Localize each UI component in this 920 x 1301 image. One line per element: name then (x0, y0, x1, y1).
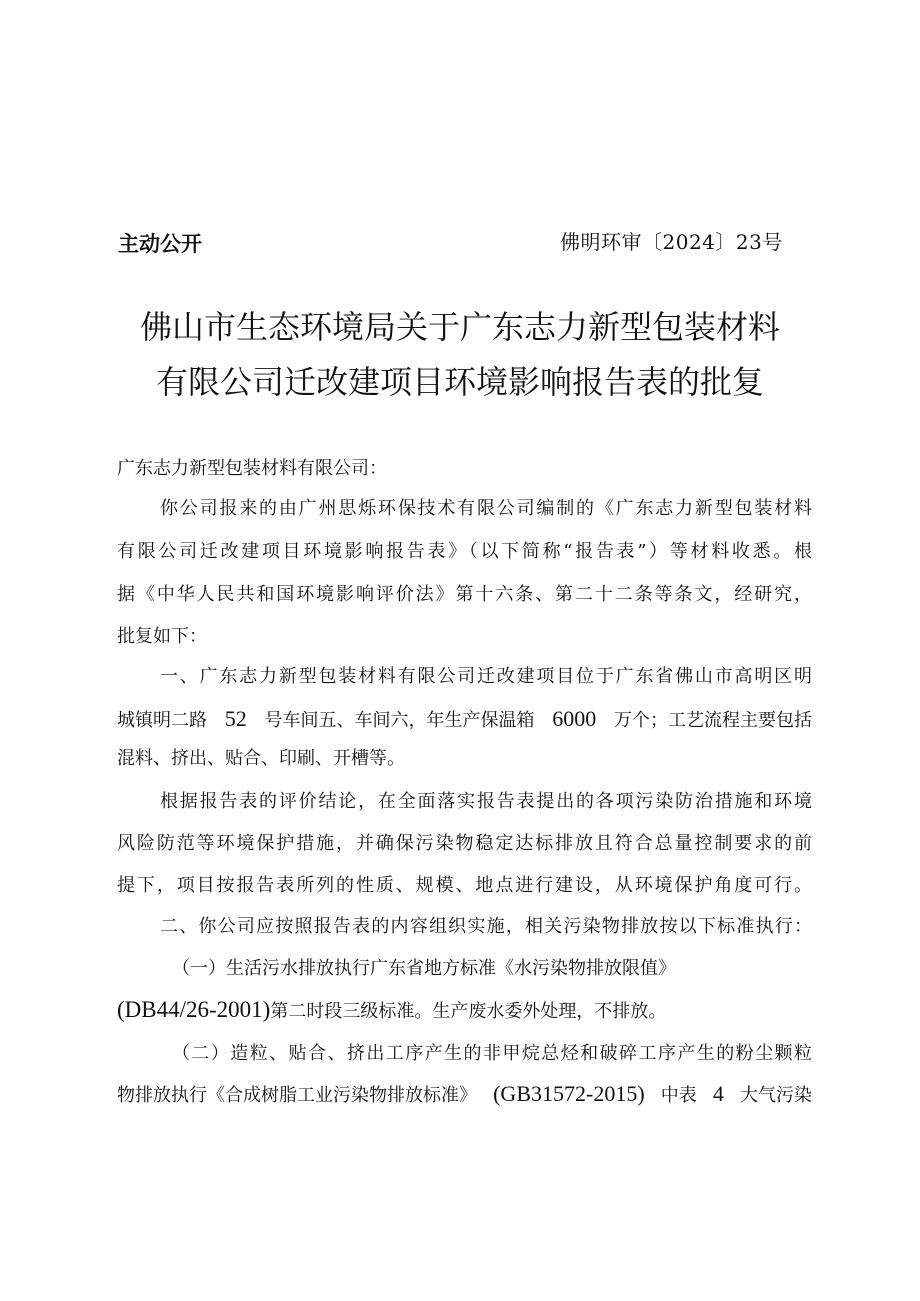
p6-table-number: 4 (712, 1081, 724, 1106)
document-title-line-1: 佛山市生态环境局关于广东志力新型包装材料 (139, 308, 780, 346)
p2-number-output: 6000 (552, 706, 597, 731)
p6-text-e: 大气污染 (739, 1085, 812, 1106)
p6-text-c: 中表 (660, 1085, 697, 1106)
p6-text-a: 物排放执行《合成树脂工业污染物排放标准》 (117, 1085, 477, 1106)
paragraph-1-line-2: 有限公司迁改建项目环境影响报告表》（以下简称“报告表”）等材料收悉。根 (117, 541, 812, 562)
p2-text-c: 号车间五、车间六，年生产保温箱 (264, 710, 535, 731)
p6-standard-code: (GB31572-2015) (493, 1081, 645, 1106)
p5-standard-code: (DB44/26-2001) (117, 997, 271, 1022)
paragraph-6-line-1: （二）造粒、贴合、挤出工序产生的非甲烷总烃和破碎工序产生的粉尘颗粒 (172, 1043, 812, 1064)
p2-text-e: 万个；工艺流程主要包括 (614, 710, 812, 731)
p2-number-road: 52 (224, 706, 247, 731)
addressee: 广东志力新型包装材料有限公司： (117, 458, 387, 479)
paragraph-1-line-3: 据《中华人民共和国环境影响评价法》第十六条、第二十二条等条文，经研究， (117, 584, 812, 605)
paragraph-2-line-3: 混料、挤出、贴合、印刷、开槽等。 (117, 748, 405, 769)
paragraph-2-line-1: 一、广东志力新型包装材料有限公司迁改建项目位于广东省佛山市高明区明 (160, 666, 812, 687)
document-title-line-2: 有限公司迁改建项目环境影响报告表的批复 (155, 363, 764, 401)
paragraph-5-line-2 (117, 998, 666, 1021)
disclosure-label: 主动公开 (118, 232, 202, 256)
paragraph-4-line-1: 二、你公司应按照报告表的内容组织实施，相关污染物排放按以下标准执行： (160, 916, 812, 937)
paragraph-5-line-1: （一）生活污水排放执行广东省地方标准《水污染物排放限值》 (172, 958, 676, 979)
paragraph-6-line-2 (117, 1083, 812, 1105)
document-number: 佛明环审〔2024〕23号 (560, 230, 783, 254)
paragraph-3-line-1: 根据报告表的评价结论，在全面落实报告表提出的各项污染防治措施和环境 (160, 791, 812, 812)
paragraph-3-line-2: 风险防范等环境保护措施，并确保污染物稳定达标排放且符合总量控制要求的前 (117, 833, 812, 854)
paragraph-1-line-4: 批复如下： (117, 626, 207, 647)
paragraph-2-line-2 (117, 708, 812, 730)
paragraph-1-line-1: 你公司报来的由广州思烁环保技术有限公司编制的《广东志力新型包装材料 (160, 498, 812, 519)
paragraph-3-line-3: 提下，项目按报告表所列的性质、规模、地点进行建设，从环境保护角度可行。 (117, 875, 812, 896)
p2-text-a: 城镇明二路 (117, 710, 207, 731)
p5-text: 第二时段三级标准。生产废水委外处理，不排放。 (270, 1001, 667, 1022)
